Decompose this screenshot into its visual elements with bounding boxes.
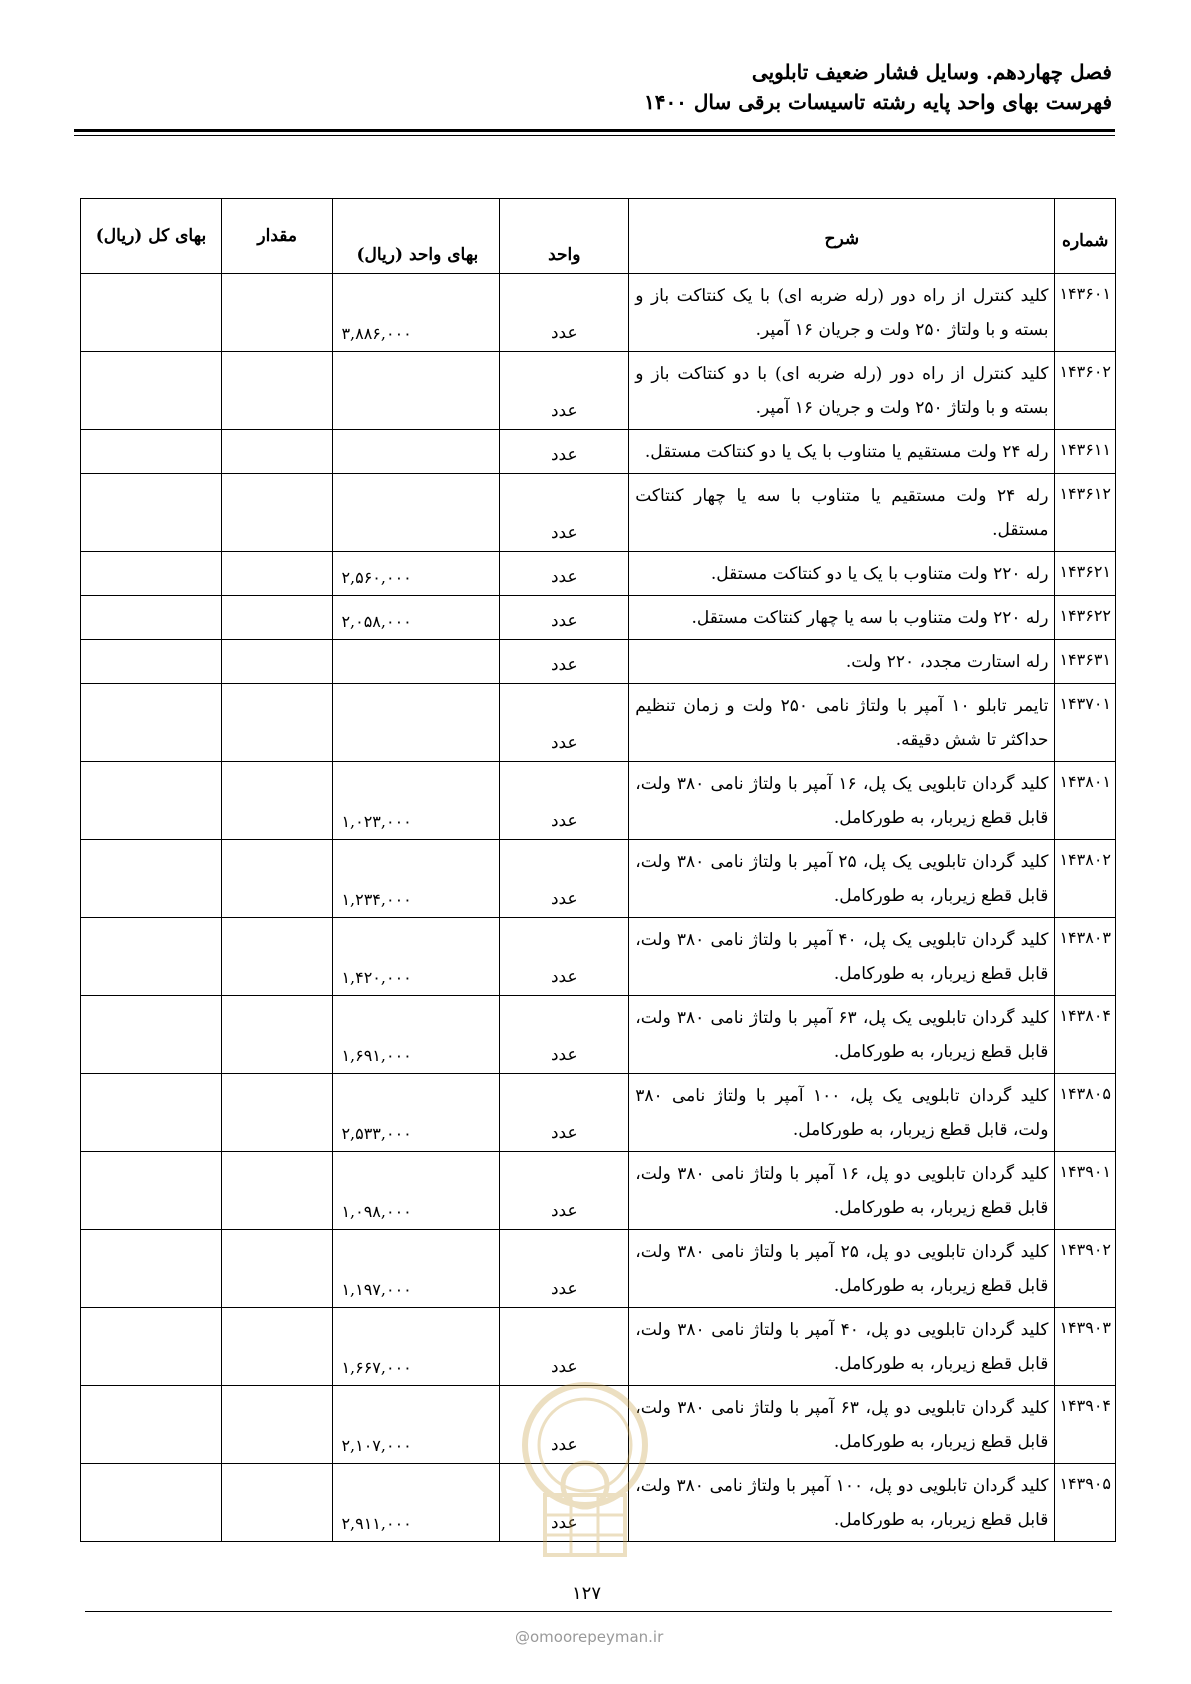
item-total-price [81,1230,222,1308]
header-code: شماره [1055,199,1116,274]
item-unit: عدد [500,1230,629,1308]
item-total-price [81,762,222,840]
item-unit: عدد [500,840,629,918]
item-quantity [221,640,332,684]
table-header-row [81,199,1116,274]
item-unit: عدد [500,996,629,1074]
header-rule-thick [74,129,1115,132]
page-number: ۱۲۷ [572,1583,602,1604]
item-unit: عدد [500,918,629,996]
item-description: تایمر تابلو ۱۰ آمپر با ولتاژ نامی ۲۵۰ ولت و زمان تنظیم حداکثر تا شش دقیقه. [629,684,1055,762]
item-code: ۱۴۳۶۲۱ [1055,552,1116,596]
item-quantity [221,352,332,430]
item-code: ۱۴۳۸۰۳ [1055,918,1116,996]
item-unit: عدد [500,352,629,430]
item-total-price [81,640,222,684]
document-title: فهرست بهای واحد پایه رشته تاسیسات برقی سال ۱۴۰۰ [643,90,1112,114]
item-unit-price: ۱,۶۹۱,۰۰۰ [333,996,500,1074]
item-unit-price: ۲,۹۱۱,۰۰۰ [333,1464,500,1542]
table-row [81,762,1116,840]
item-unit-price [333,430,500,474]
footer-rule [85,1611,1112,1612]
item-unit-price: ۳,۸۸۶,۰۰۰ [333,274,500,352]
table-row [81,1230,1116,1308]
table-row [81,430,1116,474]
item-unit: عدد [500,1464,629,1542]
item-quantity [221,1074,332,1152]
item-total-price [81,918,222,996]
item-unit-price: ۱,۴۲۰,۰۰۰ [333,918,500,996]
item-total-price [81,1308,222,1386]
item-quantity [221,1464,332,1542]
item-total-price [81,274,222,352]
item-code: ۱۴۳۸۰۵ [1055,1074,1116,1152]
item-quantity [221,1230,332,1308]
page-header [644,58,1112,118]
item-unit-price: ۱,۱۹۷,۰۰۰ [333,1230,500,1308]
item-total-price [81,1464,222,1542]
header-unit: واحد [500,199,629,274]
header-total-price: بهای کل (ریال) [81,199,222,274]
item-code: ۱۴۳۹۰۴ [1055,1386,1116,1464]
item-description: رله ۲۲۰ ولت متناوب با سه یا چهار کنتاکت مستقل. [629,596,1055,640]
table-row [81,1152,1116,1230]
item-quantity [221,762,332,840]
item-unit-price [333,474,500,552]
item-description: رله ۲۴ ولت مستقیم یا متناوب با سه یا چهار کنتاکت مستقل. [629,474,1055,552]
item-description: کلید گردان تابلویی یک پل، ۱۶ آمپر با ولتاژ نامی ۳۸۰ ولت، قابل قطع زیربار، به طورکامل. [629,762,1055,840]
chapter-title: فصل چهاردهم. وسایل فشار ضعیف تابلویی [751,60,1112,84]
item-total-price [81,996,222,1074]
item-total-price [81,840,222,918]
item-quantity [221,474,332,552]
seal-logo [505,1365,665,1575]
item-unit: عدد [500,430,629,474]
item-unit-price [333,684,500,762]
item-quantity [221,918,332,996]
header-quantity: مقدار [221,199,332,274]
item-description: رله ۲۴ ولت مستقیم یا متناوب با یک یا دو کنتاکت مستقل. [629,430,1055,474]
item-total-price [81,552,222,596]
item-description: کلید کنترل از راه دور (رله ضربه ای) با یک کنتاکت باز و بسته و با ولتاژ ۲۵۰ ولت و جریان ۱۶ آمپر. [629,274,1055,352]
item-description: کلید گردان تابلویی یک پل، ۶۳ آمپر با ولتاژ نامی ۳۸۰ ولت، قابل قطع زیربار، به طورکامل. [629,996,1055,1074]
item-total-price [81,430,222,474]
item-quantity [221,1308,332,1386]
item-quantity [221,840,332,918]
item-description: کلید گردان تابلویی دو پل، ۶۳ آمپر با ولتاژ نامی ۳۸۰ ولت، قابل قطع زیربار، به طورکامل. [629,1386,1055,1464]
table-row [81,474,1116,552]
item-total-price [81,684,222,762]
item-unit: عدد [500,1152,629,1230]
item-unit-price: ۲,۵۳۳,۰۰۰ [333,1074,500,1152]
item-unit: عدد [500,1386,629,1464]
item-code: ۱۴۳۶۳۱ [1055,640,1116,684]
item-code: ۱۴۳۷۰۱ [1055,684,1116,762]
table-row [81,918,1116,996]
item-code: ۱۴۳۶۰۲ [1055,352,1116,430]
table-row [81,596,1116,640]
table-row [81,640,1116,684]
item-quantity [221,274,332,352]
item-code: ۱۴۳۸۰۲ [1055,840,1116,918]
item-unit: عدد [500,474,629,552]
item-unit-price: ۱,۰۲۳,۰۰۰ [333,762,500,840]
item-unit-price: ۲,۰۵۸,۰۰۰ [333,596,500,640]
item-code: ۱۴۳۸۰۱ [1055,762,1116,840]
item-description: کلید گردان تابلویی دو پل، ۴۰ آمپر با ولتاژ نامی ۳۸۰ ولت، قابل قطع زیربار، به طورکامل. [629,1308,1055,1386]
item-code: ۱۴۳۶۰۱ [1055,274,1116,352]
item-quantity [221,430,332,474]
item-quantity [221,552,332,596]
item-code: ۱۴۳۸۰۴ [1055,996,1116,1074]
item-total-price [81,1074,222,1152]
item-unit-price: ۱,۰۹۸,۰۰۰ [333,1152,500,1230]
item-unit: عدد [500,1308,629,1386]
item-unit-price: ۲,۱۰۷,۰۰۰ [333,1386,500,1464]
item-description: کلید گردان تابلویی یک پل، ۲۵ آمپر با ولتاژ نامی ۳۸۰ ولت، قابل قطع زیربار، به طورکامل. [629,840,1055,918]
item-quantity [221,1386,332,1464]
item-unit-price: ۲,۵۶۰,۰۰۰ [333,552,500,596]
item-total-price [81,474,222,552]
item-description: کلید گردان تابلویی دو پل، ۱۶ آمپر با ولتاژ نامی ۳۸۰ ولت، قابل قطع زیربار، به طورکامل. [629,1152,1055,1230]
header-rule-thin [74,135,1115,136]
item-quantity [221,684,332,762]
item-description: کلید گردان تابلویی یک پل، ۱۰۰ آمپر با ولتاژ نامی ۳۸۰ ولت، قابل قطع زیربار، به طورکامل. [629,1074,1055,1152]
table-row [81,274,1116,352]
item-code: ۱۴۳۹۰۵ [1055,1464,1116,1542]
item-quantity [221,996,332,1074]
item-description: کلید کنترل از راه دور (رله ضربه ای) با دو کنتاکت باز و بسته و با ولتاژ ۲۵۰ ولت و جریان ۱۶ آمپر. [629,352,1055,430]
item-unit-price [333,640,500,684]
item-code: ۱۴۳۹۰۳ [1055,1308,1116,1386]
item-unit: عدد [500,552,629,596]
item-unit: عدد [500,640,629,684]
item-unit-price [333,352,500,430]
item-total-price [81,1386,222,1464]
price-table [80,198,1116,1542]
item-unit-price: ۱,۶۶۷,۰۰۰ [333,1308,500,1386]
item-code: ۱۴۳۹۰۱ [1055,1152,1116,1230]
item-unit: عدد [500,274,629,352]
item-total-price [81,1152,222,1230]
item-code: ۱۴۳۶۱۲ [1055,474,1116,552]
table-row [81,1074,1116,1152]
table-row [81,352,1116,430]
table-row [81,996,1116,1074]
item-description: کلید گردان تابلویی یک پل، ۴۰ آمپر با ولتاژ نامی ۳۸۰ ولت، قابل قطع زیربار، به طورکامل. [629,918,1055,996]
item-description: رله ۲۲۰ ولت متناوب با یک یا دو کنتاکت مستقل. [629,552,1055,596]
header-unit-price: بهای واحد (ریال) [333,199,500,274]
table-row [81,684,1116,762]
item-unit: عدد [500,684,629,762]
item-total-price [81,596,222,640]
item-code: ۱۴۳۹۰۲ [1055,1230,1116,1308]
item-unit: عدد [500,1074,629,1152]
item-code: ۱۴۳۶۱۱ [1055,430,1116,474]
item-unit-price: ۱,۲۳۴,۰۰۰ [333,840,500,918]
header-desc: شرح [629,199,1055,274]
item-total-price [81,352,222,430]
site-handle: @omoorepeyman.ir [515,1628,664,1646]
item-description: رله استارت مجدد، ۲۲۰ ولت. [629,640,1055,684]
item-unit: عدد [500,596,629,640]
item-code: ۱۴۳۶۲۲ [1055,596,1116,640]
item-quantity [221,596,332,640]
item-unit: عدد [500,762,629,840]
item-quantity [221,1152,332,1230]
item-description: کلید گردان تابلویی دو پل، ۱۰۰ آمپر با ولتاژ نامی ۳۸۰ ولت، قابل قطع زیربار، به طورکامل. [629,1464,1055,1542]
item-description: کلید گردان تابلویی دو پل، ۲۵ آمپر با ولتاژ نامی ۳۸۰ ولت، قابل قطع زیربار، به طورکامل. [629,1230,1055,1308]
table-row [81,552,1116,596]
table-row [81,840,1116,918]
